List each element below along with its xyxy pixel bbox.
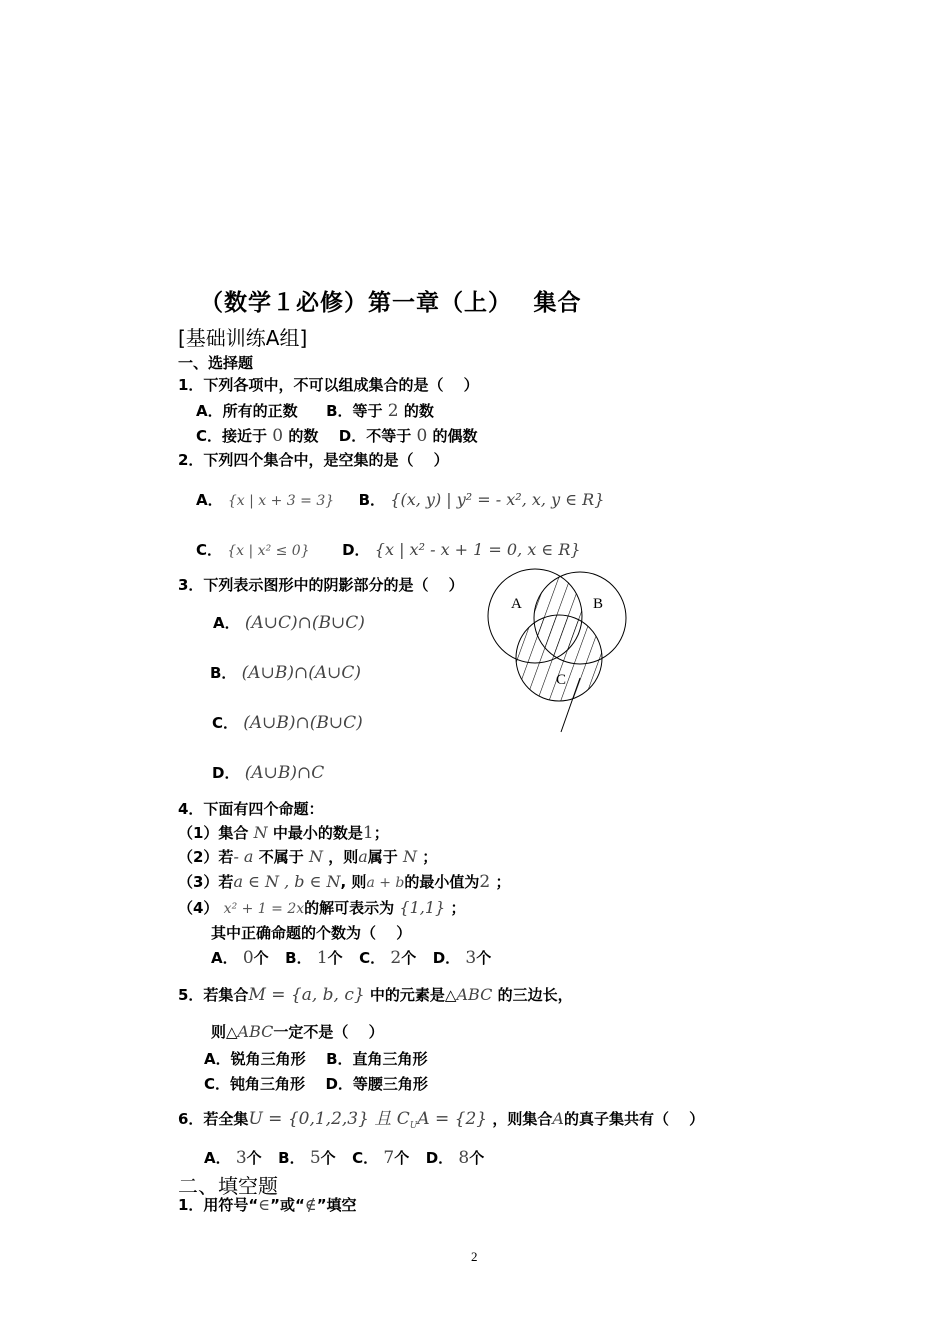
- q4-stem: 4．下面有四个命题：: [178, 800, 324, 818]
- q2-option-a-math: {x | x + 3 = 3}: [227, 493, 335, 509]
- q3-option-c-math: (A∪B)∩(B∪C): [243, 713, 363, 733]
- venn-label-a: A: [511, 596, 522, 612]
- q2-option-d-math: {x | x² - x + 1 = 0, x ∈ R}: [374, 540, 581, 559]
- q4-option-c-math: 2: [390, 948, 402, 968]
- q4-p4-math-eq: x² + 1 = 2x: [223, 901, 305, 917]
- q4-p3-math-sum: a + b: [366, 875, 405, 891]
- q4-option-c-label: C．: [359, 949, 386, 967]
- q1-option-c-math: 0: [272, 426, 284, 446]
- q4-p4-text-b: 的解可表示为: [304, 899, 395, 917]
- q4-p4-math-set: {1,1}: [399, 898, 446, 917]
- venn-diagram: [480, 568, 640, 738]
- q5-stem-text-a: 5．若集合: [178, 986, 249, 1004]
- fill-q1-stem: [178, 1196, 357, 1214]
- page-title: （数学１必修）第一章（上） 集合: [200, 290, 582, 316]
- q2-options-row2: [196, 539, 581, 560]
- q6-option-a-label: A．: [204, 1149, 231, 1167]
- q6-option-c-tail: 个: [394, 1149, 410, 1167]
- q2-option-b-label: B．: [358, 491, 386, 509]
- q1-option-b-math: 2: [387, 401, 399, 421]
- q4-option-a-label: A．: [211, 949, 238, 967]
- fill-q1-symbol-in: ∈: [258, 1195, 271, 1214]
- q5-stem-math-set: M = {a, b, c}: [248, 985, 365, 1005]
- q4-proposition-3: [178, 873, 510, 892]
- q5-option-d: D．等腰三角形: [325, 1075, 428, 1093]
- q5-option-b: B．直角三角形: [326, 1050, 428, 1068]
- q4-option-d-tail: 个: [476, 949, 492, 967]
- q1-option-b-tail: 的数: [403, 402, 434, 420]
- q4-option-a-math: 0: [242, 948, 254, 968]
- q6-options: [204, 1147, 484, 1168]
- q5-options-row1: [204, 1048, 428, 1069]
- q6-stem-math-a: A: [552, 1109, 564, 1128]
- q4-p3-math-2: 2: [479, 872, 491, 892]
- q3-stem: 3．下列表示图形中的阴影部分的是（ ）: [178, 576, 464, 594]
- fill-q1-text-a: 1．用符号“: [178, 1196, 259, 1214]
- q1-option-c-tail: 的数: [288, 427, 319, 445]
- fill-q1-text-b: ”或“: [270, 1196, 305, 1214]
- q6-option-b-math: 5: [309, 1148, 321, 1168]
- q4-p3-text-c: 的最小值为: [404, 873, 480, 891]
- q6-option-d-tail: 个: [469, 1149, 485, 1167]
- q4-p3-text-d: ；: [495, 873, 511, 891]
- q1-option-a: A．所有的正数: [196, 402, 298, 420]
- q5-stem-text-c: 的三边长，: [497, 986, 573, 1004]
- q5-stem-math-abc: ABC: [456, 985, 493, 1004]
- fill-q1-text-c: ”填空: [316, 1196, 357, 1214]
- q2-option-c-math: {x | x² ≤ 0}: [227, 543, 310, 559]
- q4-p2-math-n2: N: [403, 847, 417, 866]
- q1-option-c-label: C．接近于: [196, 427, 268, 445]
- fill-q1-symbol-notin: ∉: [304, 1195, 317, 1214]
- q1-option-d-tail: 的偶数: [432, 427, 478, 445]
- q6-option-d-math: 8: [458, 1148, 470, 1168]
- q3-option-d-label: D．: [212, 764, 240, 782]
- q4-p3-text-a: （3）若: [178, 873, 234, 891]
- q2-stem: 2．下列四个集合中，是空集的是（ ）: [178, 451, 449, 469]
- q6-stem-math-complement: A = {2}: [417, 1109, 488, 1129]
- q4-p1-math-n: N: [253, 823, 268, 842]
- q6-stem-text-a: 6．若全集: [178, 1110, 249, 1128]
- q2-option-b-math: {(x, y) | y² = - x², x, y ∈ R}: [390, 490, 605, 509]
- q4-p3-text-b: , 则: [340, 873, 367, 891]
- q6-stem: [178, 1110, 704, 1135]
- q4-p2-math-n: N: [308, 847, 323, 866]
- q4-p1-math-1: 1: [362, 823, 374, 843]
- q3-option-c-label: C．: [212, 714, 239, 732]
- q4-p3-math-cond: a ∈ N , b ∈ N: [233, 872, 341, 891]
- q4-option-d-label: D．: [432, 949, 461, 967]
- q6-stem-text-c: 的真子集共有（ ）: [563, 1110, 705, 1128]
- q6-option-a-tail: 个: [246, 1149, 262, 1167]
- q1-option-d-label: D．不等于: [338, 427, 412, 445]
- q4-p1-text-a: （1）集合: [178, 824, 249, 842]
- q4-proposition-1: [178, 824, 389, 842]
- q5-option-a: A．锐角三角形: [204, 1050, 306, 1068]
- q1-options-row2: [196, 425, 478, 446]
- section-fill-heading: 二、填空题: [178, 1174, 278, 1198]
- q4-p1-text-b: 中最小的数是: [272, 824, 363, 842]
- q5-stem: [178, 986, 573, 1004]
- q6-stem-math-sub: U: [409, 1121, 418, 1131]
- q3-option-c: [212, 712, 363, 733]
- q4-option-b-tail: 个: [327, 949, 343, 967]
- q5-stem-text-b: 中的元素是△: [369, 986, 457, 1004]
- q4-p2-text-c: ，则: [328, 848, 359, 866]
- q4-proposition-2: [178, 848, 437, 866]
- q5-options-row2: [204, 1073, 428, 1094]
- q4-p4-text-a: （4）: [178, 899, 219, 917]
- q3-option-a: [213, 612, 365, 633]
- q4-option-a-tail: 个: [253, 949, 269, 967]
- q5-line2-text-a: 则△: [211, 1023, 238, 1041]
- q2-options-row1: [196, 489, 604, 510]
- q2-option-c-label: C．: [196, 541, 223, 559]
- q1-option-b-label: B．等于: [326, 402, 383, 420]
- q4-p2-text-d: 属于: [367, 848, 398, 866]
- q3-option-b-label: B．: [210, 664, 237, 682]
- q4-proposition-4: [178, 899, 465, 918]
- q4-option-b-label: B．: [285, 949, 312, 967]
- q3-option-d: [212, 762, 324, 783]
- q1-stem: 1．下列各项中，不可以组成集合的是（ ）: [178, 376, 479, 394]
- q5-option-c: C．钝角三角形: [204, 1075, 306, 1093]
- q2-option-d-label: D．: [342, 541, 370, 559]
- q2-option-a-label: A．: [196, 491, 223, 509]
- page-number: 2: [471, 1249, 478, 1264]
- q5-line2: [211, 1023, 384, 1041]
- q3-option-a-label: A．: [213, 614, 240, 632]
- venn-label-b: B: [593, 596, 604, 612]
- q4-option-c-tail: 个: [401, 949, 417, 967]
- q4-p1-text-c: ；: [373, 824, 389, 842]
- q4-p2-math-a2: a: [358, 847, 368, 866]
- q4-options: [211, 947, 491, 968]
- q4-p2-text-a: （2）若: [178, 848, 234, 866]
- q4-option-d-math: 3: [465, 948, 477, 968]
- q1-option-d-math: 0: [416, 426, 428, 446]
- q4-p2-text-e: ；: [422, 848, 438, 866]
- q3-option-a-math: (A∪C)∩(B∪C): [244, 613, 365, 633]
- q4-p2-math-a: - a: [233, 847, 254, 866]
- q6-option-c-label: C．: [352, 1149, 379, 1167]
- q3-option-b: [210, 662, 361, 683]
- q6-stem-text-b: ，则集合: [492, 1110, 553, 1128]
- q3-option-d-math: (A∪B)∩C: [244, 763, 325, 783]
- q3-option-b-math: (A∪B)∩(A∪C): [241, 663, 361, 683]
- section-choice-heading: 一、选择题: [178, 354, 254, 372]
- q6-option-a-math: 3: [235, 1148, 247, 1168]
- q6-option-c-math: 7: [383, 1148, 395, 1168]
- q4-ask: 其中正确命题的个数为（ ）: [211, 924, 412, 942]
- q6-option-b-tail: 个: [320, 1149, 336, 1167]
- q6-option-b-label: B．: [278, 1149, 305, 1167]
- q4-option-b-math: 1: [316, 948, 328, 968]
- q5-line2-math-abc: ABC: [237, 1022, 274, 1041]
- q4-p4-text-c: ；: [450, 899, 466, 917]
- q1-options-row1: [196, 400, 434, 421]
- q4-p2-text-b: 不属于: [258, 848, 304, 866]
- q6-stem-math-u: U = {0,1,2,3} 且 C: [248, 1109, 410, 1129]
- q5-line2-text-b: 一定不是（ ）: [273, 1023, 384, 1041]
- group-heading: [基础训练A组]: [178, 326, 308, 350]
- venn-label-c: C: [556, 672, 567, 688]
- q6-option-d-label: D．: [425, 1149, 454, 1167]
